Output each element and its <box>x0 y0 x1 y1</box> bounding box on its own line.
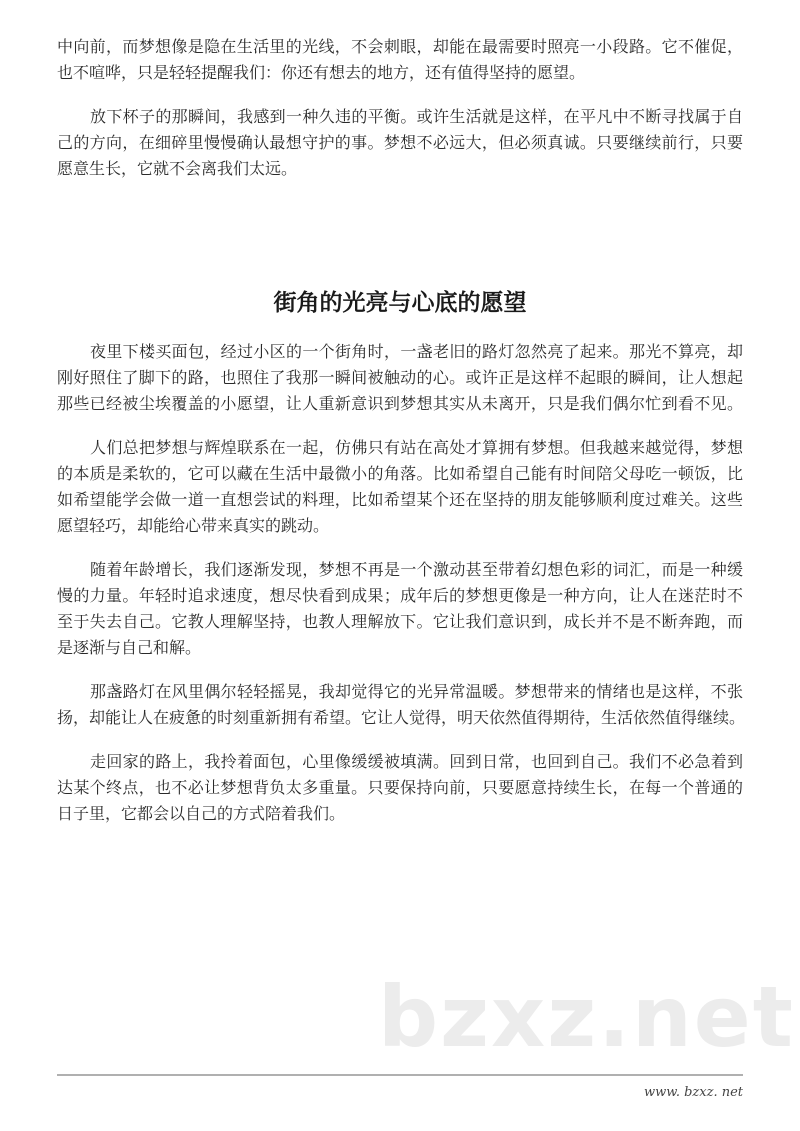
text-line: 至于失去自己。它教人理解坚持，也教人理解放下。它让我们意识到，成长并不是不断奔跑，而 <box>57 612 743 631</box>
text-line: 随着年龄增长，我们逐渐发现，梦想不再是一个激动甚至带着幻想色彩的词汇，而是一种缓 <box>90 560 743 579</box>
paragraph <box>57 435 743 539</box>
text-line: 也不喧哗，只是轻轻提醒我们：你还有想去的地方，还有值得坚持的愿望。 <box>57 63 586 82</box>
text-line: 那盏路灯在风里偶尔轻轻摇晃，我却觉得它的光异常温暖。梦想带来的情绪也是这样，不张 <box>90 682 743 701</box>
text-line: 夜里下楼买面包，经过小区的一个街角时，一盏老旧的路灯忽然亮了起来。那光不算亮，却 <box>90 342 743 361</box>
text-line: 达某个终点，也不必让梦想背负太多重量。只要保持向前，只要愿意持续生长，在每一个普通的 <box>57 778 743 797</box>
text-line: 是逐渐与自己和解。 <box>57 638 202 657</box>
text-line: 人们总把梦想与辉煌联系在一起，仿佛只有站在高处才算拥有梦想。但我越来越觉得，梦想 <box>90 438 743 457</box>
text-line: 如希望能学会做一道一直想尝试的料理，比如希望某个还在坚持的朋友能够顺利度过难关。这些 <box>57 490 743 509</box>
text-line: 愿意生长，它就不会离我们太远。 <box>57 159 298 178</box>
text-line: 走回家的路上，我拎着面包，心里像缓缓被填满。回到日常，也回到自己。我们不必急着到 <box>90 752 743 771</box>
paragraph <box>57 34 743 86</box>
paragraph <box>57 557 743 661</box>
text-line: 日子里，它都会以自己的方式陪着我们。 <box>57 804 346 823</box>
section-title: 街角的光亮与心底的愿望 <box>273 290 527 316</box>
watermark: bzxz.net <box>378 968 795 1066</box>
paragraph <box>57 104 743 182</box>
text-line: 的本质是柔软的，它可以藏在生活中最微小的角落。比如希望自己能有时间陪父母吃一顿饭，比 <box>57 464 743 483</box>
text-line: 愿望轻巧，却能给心带来真实的跳动。 <box>57 516 330 535</box>
text-line: 慢的力量。年轻时追求速度，想尽快看到成果；成年后的梦想更像是一种方向，让人在迷茫时不 <box>57 586 743 605</box>
text-line: 中向前，而梦想像是隐在生活里的光线，不会刺眼，却能在最需要时照亮一小段路。它不催促， <box>57 37 743 56</box>
footer-divider <box>57 1074 743 1076</box>
text-line: 扬，却能让人在疲惫的时刻重新拥有希望。它让人觉得，明天依然值得期待，生活依然值得继续。 <box>57 708 746 727</box>
text-line: 那些已经被尘埃覆盖的小愿望，让人重新意识到梦想其实从未离开，只是我们偶尔忙到看不见。 <box>57 394 743 413</box>
paragraph <box>57 339 743 417</box>
paragraph <box>57 679 746 731</box>
text-line: 刚好照住了脚下的路，也照住了我那一瞬间被触动的心。或许正是这样不起眼的瞬间，让人想起 <box>57 368 743 387</box>
footer-url[interactable]: www. bzxz. net <box>643 1085 743 1100</box>
paragraph <box>57 749 743 827</box>
text-line: 己的方向，在细碎里慢慢确认最想守护的事。梦想不必远大，但必须真诚。只要继续前行，只要 <box>57 133 743 152</box>
text-line: 放下杯子的那瞬间，我感到一种久违的平衡。或许生活就是这样，在平凡中不断寻找属于自 <box>90 107 743 126</box>
